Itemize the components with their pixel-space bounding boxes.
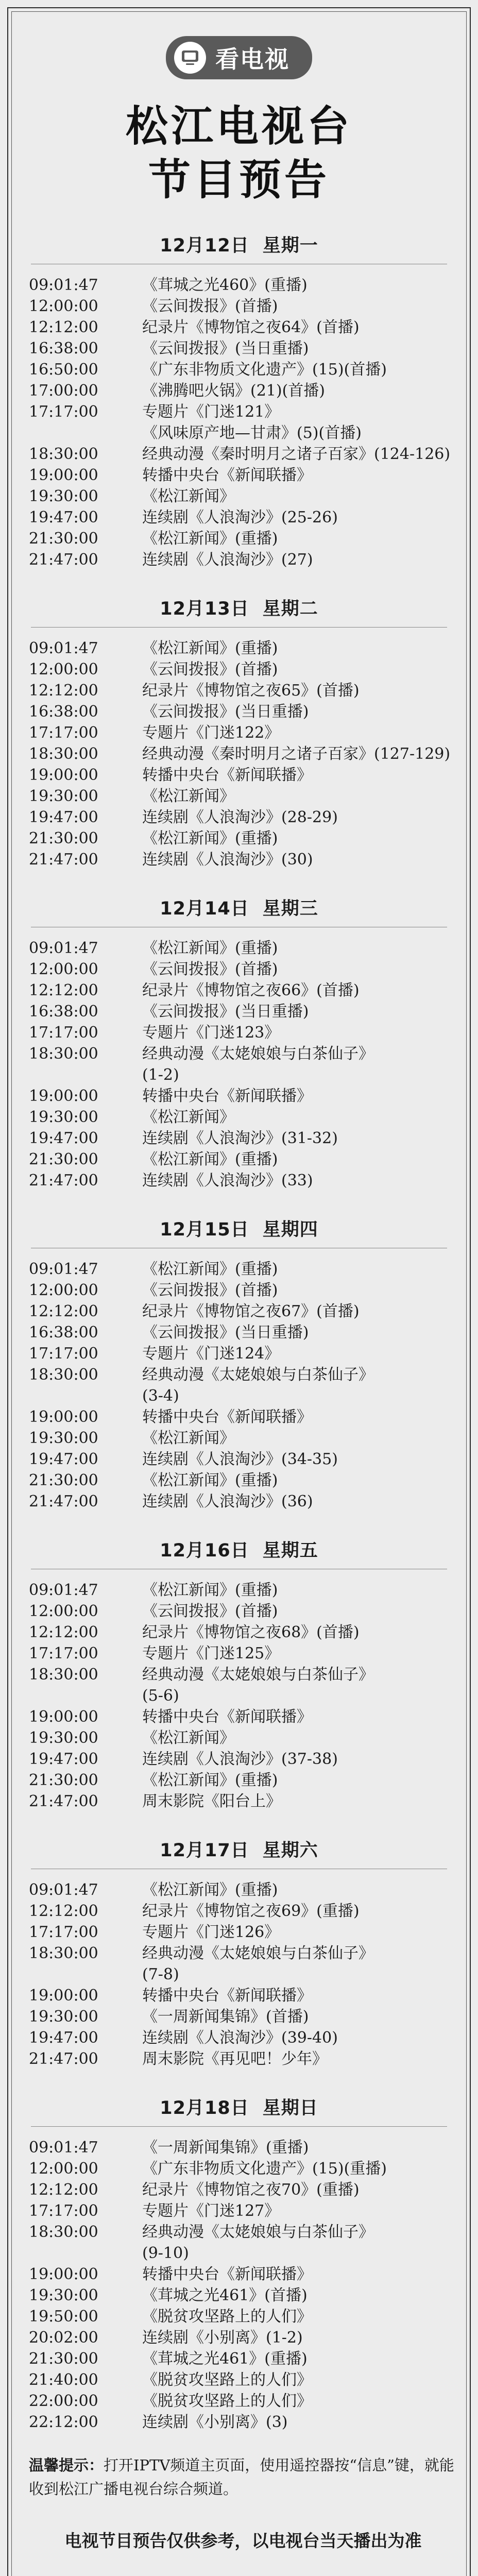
program-title: 连续剧《小别离》(1-2) [142, 2329, 303, 2347]
program-title: 《云间拨报》(首播) [142, 297, 278, 315]
program-title: 《云间拨报》(当日重播) [142, 1003, 309, 1021]
program-title: 周末影院《再见吧！少年》 [142, 2050, 328, 2068]
day-date: 12月15日 [160, 1219, 249, 1240]
program-title: 《脱贫攻坚路上的人们》 [142, 2371, 312, 2389]
program-time: 18:30:00 [29, 2223, 98, 2241]
program-time: 09:01:47 [29, 1581, 98, 1599]
program-title: 《松江新闻》(重播) [142, 1581, 278, 1599]
program-title: 纪录片《博物馆之夜65》(首播) [142, 682, 360, 700]
program-title: 《松江新闻》 [142, 787, 235, 805]
program-time: 19:47:00 [29, 2029, 98, 2047]
program-time: 12:12:00 [29, 1302, 98, 1320]
program-time: 19:30:00 [29, 2286, 98, 2304]
program-time: 16:38:00 [29, 1003, 98, 1021]
program-title: 《松江新闻》 [142, 487, 235, 505]
program-time: 09:01:47 [29, 2139, 98, 2157]
footer-note: 电视节目预告仅供参考，以电视台当天播出为准 [64, 2531, 422, 2551]
program-title: 专题片《门迷126》 [142, 1923, 280, 1941]
day-date: 12月12日 [160, 235, 249, 256]
day-date: 12月16日 [160, 1540, 249, 1561]
program-title: (1-2) [142, 1066, 179, 1084]
program-title: 转播中央台《新闻联播》 [142, 1408, 312, 1426]
title-line-1: 松江电视台 [125, 102, 352, 151]
program-time: 12:00:00 [29, 660, 98, 679]
program-title: 《云间拨报》(首播) [142, 1602, 278, 1620]
program-time: 18:30:00 [29, 1944, 98, 1962]
program-title: 《松江新闻》(重播) [142, 939, 278, 957]
day-weekday: 星期五 [262, 1540, 318, 1561]
program-time: 17:17:00 [29, 2202, 98, 2220]
program-title: 纪录片《博物馆之夜69》(重播) [142, 1902, 360, 1920]
day-date: 12月14日 [160, 899, 249, 919]
program-time: 17:17:00 [29, 1345, 98, 1363]
program-time: 09:01:47 [29, 639, 98, 657]
program-time: 09:01:47 [29, 276, 98, 294]
program-time: 19:30:00 [29, 1729, 98, 1747]
program-time: 21:30:00 [29, 530, 98, 548]
program-title: 《一周新闻集锦》(重播) [142, 2139, 309, 2157]
program-title: 《云间拨报》(当日重播) [142, 1324, 309, 1342]
program-time: 12:00:00 [29, 297, 98, 315]
program-time: 16:38:00 [29, 703, 98, 721]
program-title: 连续剧《人浪淘沙》(39-40) [142, 2029, 338, 2047]
program-time: 12:12:00 [29, 981, 98, 999]
program-time: 17:17:00 [29, 1645, 98, 1663]
program-time: 17:17:00 [29, 403, 98, 421]
program-title: 《脱贫攻坚路上的人们》 [142, 2392, 312, 2410]
program-title: 转播中央台《新闻联播》 [142, 1087, 312, 1105]
program-time: 12:00:00 [29, 1602, 98, 1620]
program-title: 经典动漫《太姥娘娘与白茶仙子》 [142, 1666, 374, 1684]
program-title: 经典动漫《太姥娘娘与白茶仙子》 [142, 2223, 374, 2241]
day-date: 12月13日 [160, 599, 249, 619]
program-title: 《松江新闻》(重播) [142, 639, 278, 657]
program-time: 21:30:00 [29, 2350, 98, 2368]
program-time: 18:30:00 [29, 745, 98, 763]
program-time: 19:00:00 [29, 1987, 98, 2005]
program-time: 17:17:00 [29, 1024, 98, 1042]
program-title: 连续剧《人浪淘沙》(27) [142, 551, 313, 569]
program-title: (9-10) [142, 2244, 189, 2262]
program-title: 经典动漫《太姥娘娘与白茶仙子》 [142, 1944, 374, 1962]
tip-label: 温馨提示： [29, 2456, 104, 2474]
program-time: 19:30:00 [29, 487, 98, 505]
program-title: (3-4) [142, 1387, 179, 1405]
program-title: 转播中央台《新闻联播》 [142, 1987, 312, 2005]
program-time: 17:00:00 [29, 382, 98, 400]
program-time: 21:30:00 [29, 1471, 98, 1489]
program-title: 专题片《门迷124》 [142, 1345, 280, 1363]
program-time: 19:47:00 [29, 1129, 98, 1147]
program-time: 19:50:00 [29, 2308, 98, 2326]
program-time: 19:30:00 [29, 2008, 98, 2026]
program-title: 专题片《门迷122》 [142, 724, 280, 742]
badge-label: 看电视 [215, 45, 289, 73]
program-time: 22:12:00 [29, 2413, 98, 2431]
program-title: 周末影院《阳台上》 [142, 1792, 281, 1810]
day-date: 12月18日 [160, 2098, 249, 2119]
program-time: 19:47:00 [29, 1750, 98, 1768]
program-title: 经典动漫《秦时明月之诸子百家》(127-129) [142, 745, 451, 763]
program-title: 《云间拨报》(当日重播) [142, 340, 309, 358]
program-time: 21:40:00 [29, 2371, 98, 2389]
program-title: 经典动漫《太姥娘娘与白茶仙子》 [142, 1366, 374, 1384]
title-line-2: 节目预告 [148, 156, 330, 205]
program-time: 21:47:00 [29, 2050, 98, 2068]
program-time: 19:47:00 [29, 808, 98, 826]
program-time: 19:00:00 [29, 2265, 98, 2283]
program-time: 19:47:00 [29, 509, 98, 527]
program-title: 纪录片《博物馆之夜66》(首播) [142, 981, 360, 999]
program-title: 《茸城之光460》(重播) [142, 276, 308, 294]
program-title: 连续剧《人浪淘沙》(25-26) [142, 509, 338, 527]
program-time: 16:38:00 [29, 1324, 98, 1342]
program-time: 12:00:00 [29, 960, 98, 978]
program-title: 《茸城之光461》(首播) [142, 2286, 308, 2304]
program-time: 17:17:00 [29, 1923, 98, 1941]
program-title: 专题片《门迷121》 [142, 403, 280, 421]
program-title: 《云间拨报》(首播) [142, 960, 278, 978]
program-time: 12:12:00 [29, 2181, 98, 2199]
program-title: 《松江新闻》(重播) [142, 1771, 278, 1789]
program-time: 09:01:47 [29, 1881, 98, 1899]
program-time: 19:00:00 [29, 1408, 98, 1426]
program-title: 经典动漫《秦时明月之诸子百家》(124-126) [142, 445, 451, 463]
program-title: 《松江新闻》(重播) [142, 829, 278, 848]
program-time: 19:00:00 [29, 1708, 98, 1726]
program-time: 21:30:00 [29, 1771, 98, 1789]
program-time: 19:00:00 [29, 766, 98, 784]
program-time: 18:30:00 [29, 1666, 98, 1684]
program-time: 12:12:00 [29, 318, 98, 336]
program-title: 《松江新闻》(重播) [142, 1881, 278, 1899]
program-title: 连续剧《小别离》(3) [142, 2413, 288, 2431]
program-title: 纪录片《博物馆之夜68》(首播) [142, 1623, 360, 1641]
program-title: 转播中央台《新闻联播》 [142, 766, 312, 784]
day-weekday: 星期日 [262, 2098, 318, 2119]
program-title: 转播中央台《新闻联播》 [142, 2265, 312, 2283]
program-time: 19:30:00 [29, 1108, 98, 1126]
program-title: 《广东非物质文化遗产》(15)(首播) [142, 361, 387, 379]
program-time: 12:00:00 [29, 1281, 98, 1299]
program-time: 17:17:00 [29, 724, 98, 742]
program-time: 12:00:00 [29, 2160, 98, 2178]
program-title: 《广东非物质文化遗产》(15)(重播) [142, 2160, 387, 2178]
program-title: 连续剧《人浪淘沙》(34-35) [142, 1450, 338, 1468]
program-time: 12:12:00 [29, 682, 98, 700]
program-title: (5-6) [142, 1687, 179, 1705]
program-title: 《松江新闻》(重播) [142, 1471, 278, 1489]
program-title: 《松江新闻》(重播) [142, 1150, 278, 1168]
program-title: 《松江新闻》 [142, 1429, 235, 1447]
program-time: 19:30:00 [29, 1429, 98, 1447]
program-title: (7-8) [142, 1965, 179, 1984]
program-time: 19:00:00 [29, 1087, 98, 1105]
program-time: 21:30:00 [29, 1150, 98, 1168]
program-time: 18:30:00 [29, 1045, 98, 1063]
program-title: 《茸城之光461》(重播) [142, 2350, 308, 2368]
program-time: 19:00:00 [29, 466, 98, 484]
program-title: 经典动漫《太姥娘娘与白茶仙子》 [142, 1045, 374, 1063]
program-title: 专题片《门迷125》 [142, 1645, 280, 1663]
program-title: 《松江新闻》 [142, 1729, 235, 1747]
program-title: 《松江新闻》 [142, 1108, 235, 1126]
program-title: 《云间拨报》(首播) [142, 1281, 278, 1299]
program-time: 19:47:00 [29, 1450, 98, 1468]
program-time: 12:12:00 [29, 1902, 98, 1920]
program-time: 18:30:00 [29, 1366, 98, 1384]
program-title: 连续剧《人浪淘沙》(31-32) [142, 1129, 338, 1147]
program-title: 连续剧《人浪淘沙》(37-38) [142, 1750, 338, 1768]
program-time: 19:30:00 [29, 787, 98, 805]
program-title: 《风味原产地—甘肃》(5)(首播) [142, 424, 362, 442]
program-title: 《一周新闻集锦》(首播) [142, 2008, 309, 2026]
day-date: 12月17日 [160, 1840, 249, 1861]
day-weekday: 星期六 [262, 1840, 318, 1861]
program-time: 21:47:00 [29, 1172, 98, 1190]
program-title: 转播中央台《新闻联播》 [142, 466, 312, 484]
program-title: 《云间拨报》(当日重播) [142, 703, 309, 721]
program-title: 纪录片《博物馆之夜70》(重播) [142, 2181, 360, 2199]
program-time: 21:47:00 [29, 1493, 98, 1511]
program-title: 《松江新闻》(重播) [142, 1260, 278, 1278]
program-time: 21:30:00 [29, 829, 98, 848]
program-title: 连续剧《人浪淘沙》(28-29) [142, 808, 338, 826]
program-title: 专题片《门迷127》 [142, 2202, 280, 2220]
program-time: 18:30:00 [29, 445, 98, 463]
tip-text: 打开IPTV频道主页面，使用遥控器按“信息”键，就能收到松江广播电视台综合频道。 [29, 2456, 454, 2498]
program-title: 纪录片《博物馆之夜67》(首播) [142, 1302, 360, 1320]
program-time: 22:00:00 [29, 2392, 98, 2410]
program-title: 转播中央台《新闻联播》 [142, 1708, 312, 1726]
day-weekday: 星期二 [262, 599, 318, 619]
program-title: 《沸腾吧火锅》(21)(首播) [142, 382, 325, 400]
program-time: 09:01:47 [29, 1260, 98, 1278]
program-time: 21:47:00 [29, 851, 98, 869]
program-title: 连续剧《人浪淘沙》(30) [142, 851, 313, 869]
program-title: 《云间拨报》(首播) [142, 660, 278, 679]
program-title: 连续剧《人浪淘沙》(36) [142, 1493, 313, 1511]
program-time: 16:38:00 [29, 340, 98, 358]
program-title: 连续剧《人浪淘沙》(33) [142, 1172, 313, 1190]
program-time: 09:01:47 [29, 939, 98, 957]
program-title: 《脱贫攻坚路上的人们》 [142, 2308, 312, 2326]
day-weekday: 星期三 [262, 899, 318, 919]
program-time: 21:47:00 [29, 1792, 98, 1810]
program-time: 16:50:00 [29, 361, 98, 379]
day-weekday: 星期一 [262, 235, 318, 256]
day-weekday: 星期四 [262, 1219, 318, 1240]
program-title: 专题片《门迷123》 [142, 1024, 280, 1042]
program-title: 《松江新闻》(重播) [142, 530, 278, 548]
program-time: 20:02:00 [29, 2329, 98, 2347]
program-title: 纪录片《博物馆之夜64》(首播) [142, 318, 360, 336]
inner-frame [11, 11, 467, 2576]
program-time: 12:12:00 [29, 1623, 98, 1641]
program-time: 21:47:00 [29, 551, 98, 569]
